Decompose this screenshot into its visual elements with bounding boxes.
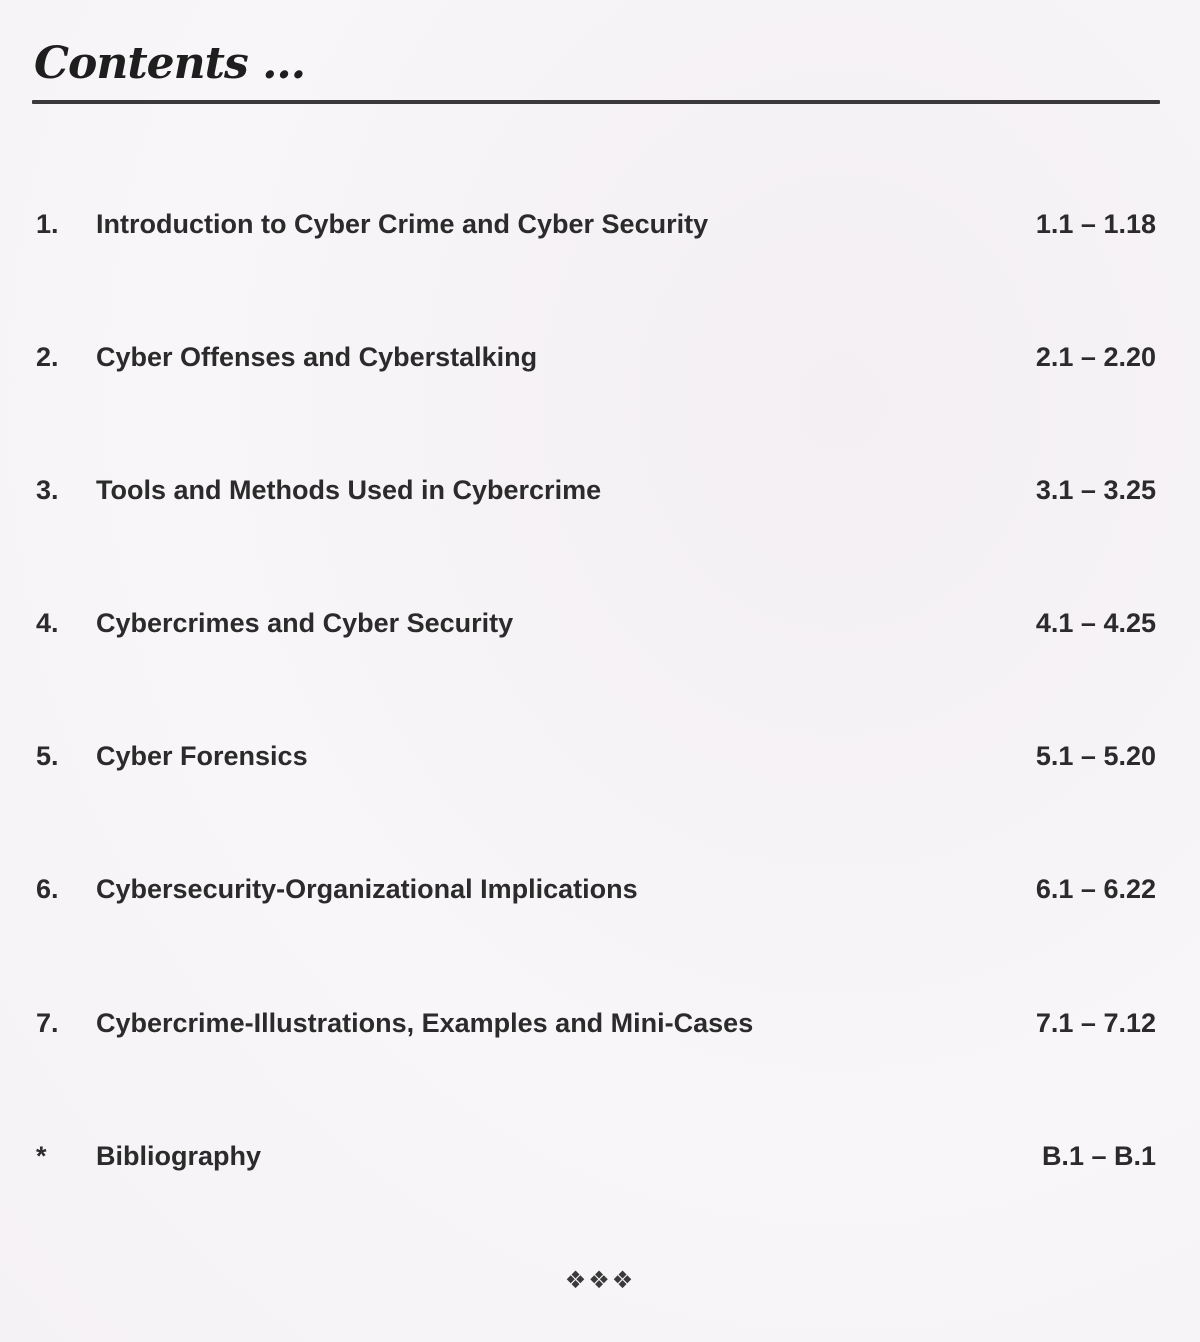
entry-title: Cyber Forensics xyxy=(96,741,308,771)
end-ornament: ❖❖❖ xyxy=(564,1266,636,1294)
entry-pages: 5.1 – 5.20 xyxy=(1035,741,1156,771)
entry-number: 5. xyxy=(36,741,59,771)
entry-number: 3. xyxy=(36,475,59,505)
entry-number: 7. xyxy=(36,1008,59,1038)
entry-pages: B.1 – B.1 xyxy=(1041,1141,1156,1171)
entry-title: Cybersecurity-Organizational Implications xyxy=(96,874,638,904)
toc-entry-bibliography[interactable] xyxy=(0,1136,1200,1176)
entry-title: Cybercrime-Illustrations, Examples and Mini-Cases xyxy=(96,1008,754,1038)
toc-entry-3[interactable] xyxy=(0,470,1200,510)
entry-pages: 7.1 – 7.12 xyxy=(1035,1008,1156,1038)
title-rule xyxy=(32,100,1160,104)
entry-number: 6. xyxy=(36,874,59,904)
toc-entry-2[interactable] xyxy=(0,337,1200,377)
entry-pages: 3.1 – 3.25 xyxy=(1035,475,1156,505)
entry-number: 4. xyxy=(36,608,59,638)
entry-title: Cybercrimes and Cyber Security xyxy=(96,608,514,638)
toc-entry-5[interactable] xyxy=(0,736,1200,776)
entry-pages: 1.1 – 1.18 xyxy=(1035,209,1156,239)
toc-entry-1[interactable] xyxy=(0,204,1200,244)
entry-number: * xyxy=(36,1141,47,1171)
entry-title: Cyber Offenses and Cyberstalking xyxy=(96,342,538,372)
toc-entry-7[interactable] xyxy=(0,1003,1200,1043)
toc-entry-4[interactable] xyxy=(0,603,1200,643)
page-title: Contents ... xyxy=(34,38,306,89)
entry-pages: 4.1 – 4.25 xyxy=(1035,608,1156,638)
entry-title: Bibliography xyxy=(96,1141,262,1171)
entry-number: 1. xyxy=(36,209,59,239)
entry-pages: 6.1 – 6.22 xyxy=(1035,874,1156,904)
toc-entry-6[interactable] xyxy=(0,869,1200,909)
entry-pages: 2.1 – 2.20 xyxy=(1035,342,1156,372)
entry-number: 2. xyxy=(36,342,59,372)
entry-title: Introduction to Cyber Crime and Cyber Security xyxy=(96,209,709,239)
entry-title: Tools and Methods Used in Cybercrime xyxy=(96,475,602,505)
